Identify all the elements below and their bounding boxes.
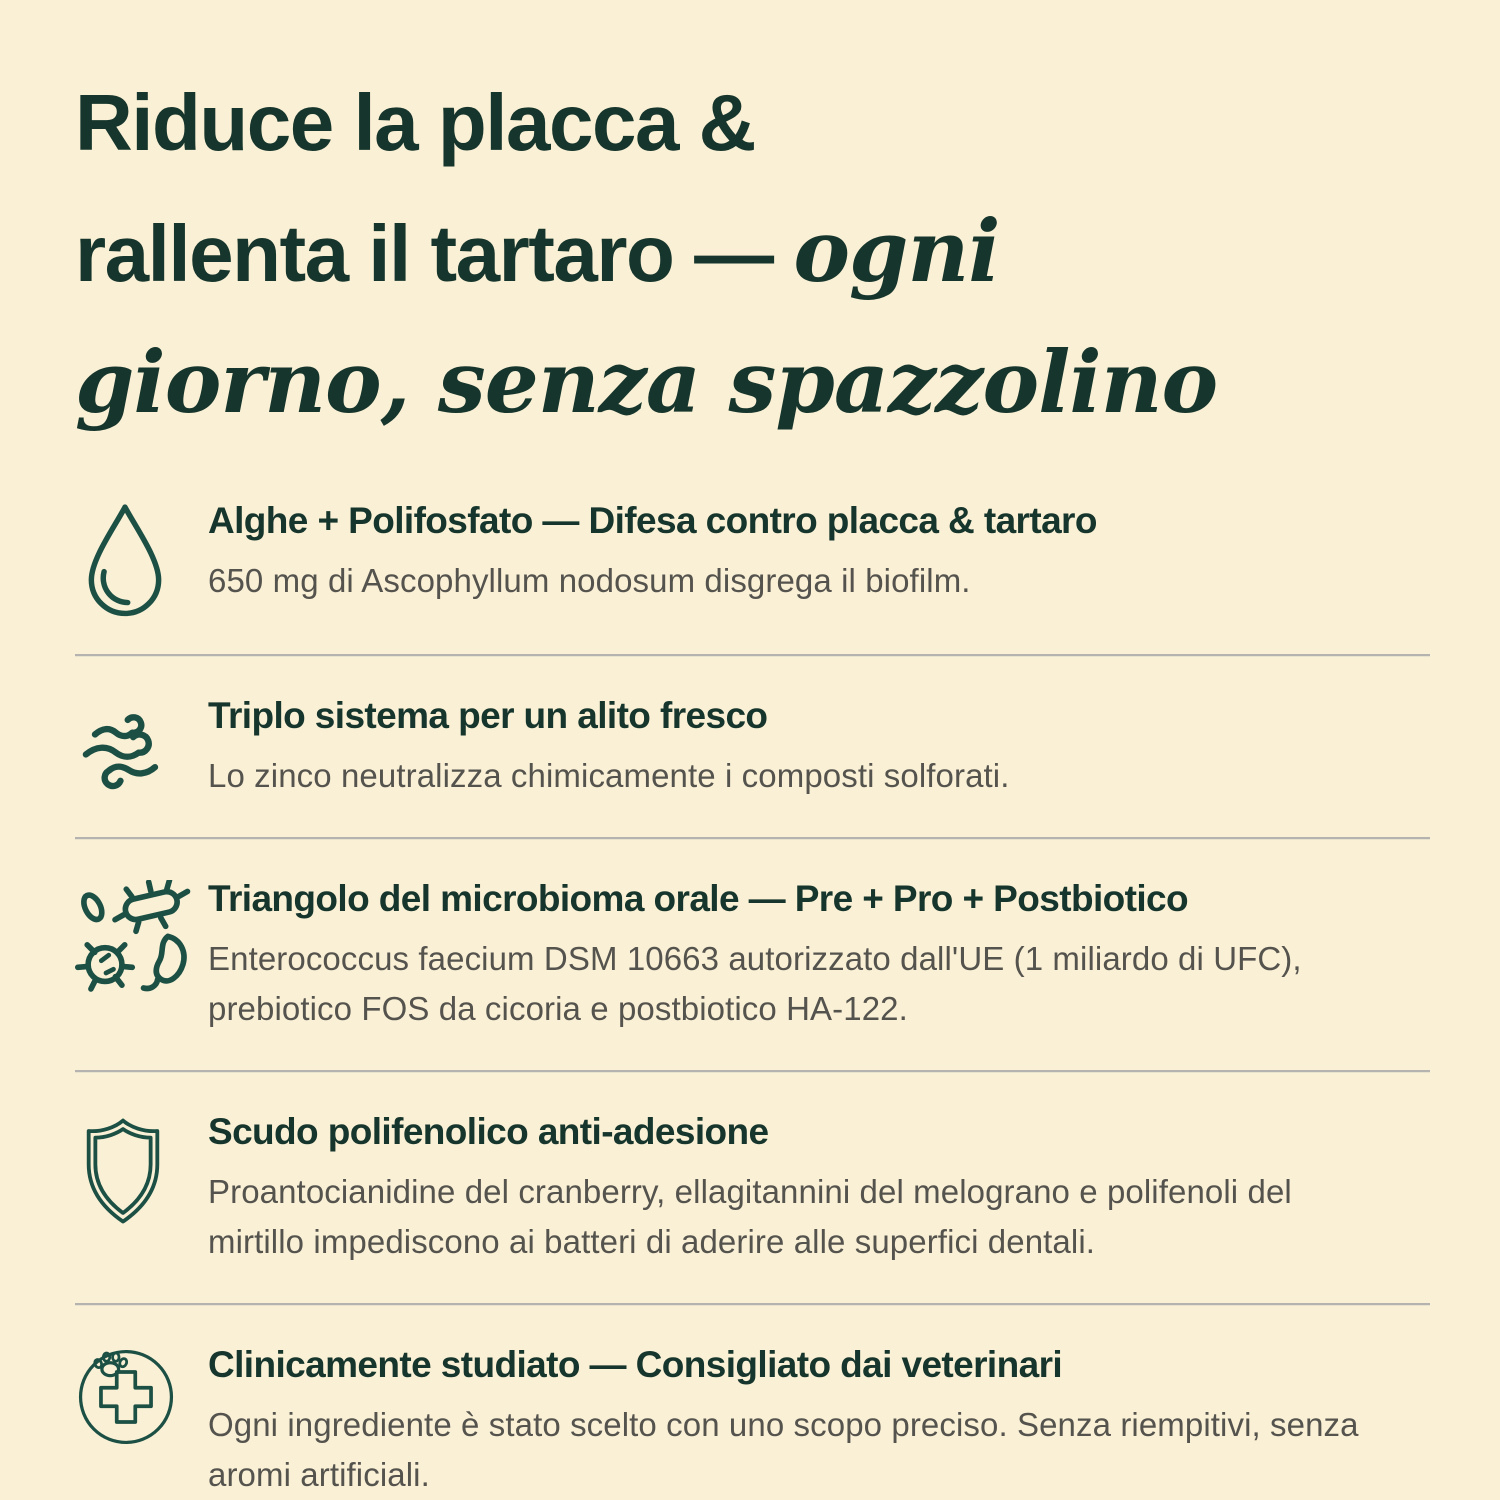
wind-icon <box>75 693 208 797</box>
microbes-icon <box>75 876 208 1004</box>
headline-line1-text: Riduce la placca & <box>75 78 755 167</box>
feature-row-shield <box>75 1073 1430 1303</box>
feature-title: Triangolo del microbioma orale — Pre + Pro + Postbiotico <box>208 878 1189 919</box>
feature-text <box>208 876 1430 1034</box>
feature-body: Enterococcus faecium DSM 10663 autorizzato dall'UE (1 miliardo di UFC), prebiotico FOS da cicoria e postbiotico HA-122. <box>208 940 1302 1027</box>
water-drop-icon <box>75 498 208 618</box>
feature-body: 650 mg di Ascophyllum nodosum disgrega il biofilm. <box>208 562 971 599</box>
feature-row-microbiome <box>75 840 1430 1070</box>
headline-line-3 <box>75 330 1405 461</box>
feature-row-algae <box>75 462 1430 654</box>
feature-row-breath <box>75 657 1430 837</box>
shield-icon <box>75 1109 208 1233</box>
feature-text <box>208 693 1430 801</box>
feature-list <box>75 462 1430 1500</box>
feature-title: Clinicamente studiato — Consigliato dai veterinari <box>208 1344 1063 1385</box>
feature-body: Ogni ingrediente è stato scelto con uno scopo preciso. Senza riempitivi, senza aromi artificiali. <box>208 1406 1359 1493</box>
headline-line-2 <box>75 199 1405 330</box>
headline-line-1 <box>75 70 1405 199</box>
feature-title: Alghe + Polifosfato — Difesa contro placca & tartaro <box>208 500 1097 541</box>
feature-text <box>208 1109 1430 1267</box>
feature-text <box>208 1342 1430 1500</box>
headline-line3-italic-text: giorno, senza spazzolino <box>75 333 1218 433</box>
feature-row-clinical <box>75 1306 1430 1500</box>
feature-title: Scudo polifenolico anti-adesione <box>208 1111 769 1152</box>
feature-body: Proantocianidine del cranberry, ellagitannini del melograno e polifenoli del mirtillo impediscono ai batteri di aderire alle superfici dentali. <box>208 1173 1292 1260</box>
headline-line2-sans-text: rallenta il tartaro — <box>75 209 794 298</box>
medical-cross-paw-icon <box>75 1342 208 1448</box>
feature-title: Triplo sistema per un alito fresco <box>208 695 768 736</box>
feature-body: Lo zinco neutralizza chimicamente i composti solforati. <box>208 757 1010 794</box>
headline <box>75 70 1405 461</box>
headline-line2-italic-text: ogni <box>793 202 1000 302</box>
feature-text <box>208 498 1430 606</box>
